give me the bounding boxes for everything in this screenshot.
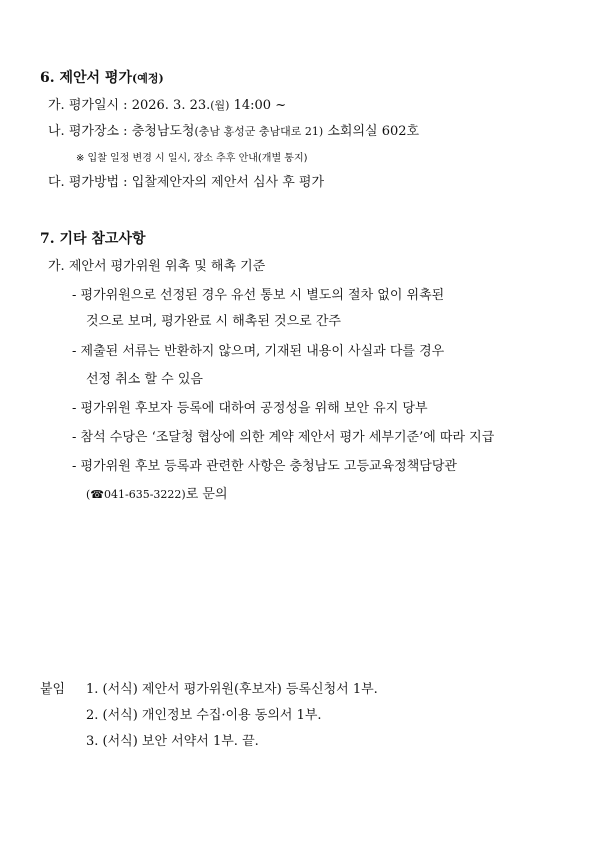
bullet-1-line-1: - 평가위원으로 선정된 경우 유선 통보 시 별도의 절차 없이 위촉된 [72, 288, 445, 303]
evaluation-method-line: 다. 평가방법 : 입찰제안자의 제안서 심사 후 평가 [48, 175, 325, 190]
evaluation-place-room: 소회의실 602호 [323, 124, 420, 139]
evaluation-place-line [48, 124, 419, 140]
evaluation-place-label: 나. 평가장소 : 충청남도청 [48, 124, 195, 139]
evaluation-date-value: 2026. 3. 23. [131, 98, 211, 113]
bullet-3: - 평가위원 후보자 등록에 대하여 공정성을 위해 보안 유지 당부 [72, 401, 428, 416]
section-7-subheading: 가. 제안서 평가위원 위촉 및 해촉 기준 [48, 259, 266, 274]
schedule-change-note: ※ 입찰 일정 변경 시 일시, 장소 추후 안내(개별 통지) [76, 153, 308, 164]
attachment-item-3: 3. (서식) 보안 서약서 1부. 끝. [86, 734, 259, 749]
attachment-item-1: 1. (서식) 제안서 평가위원(후보자) 등록신청서 1부. [86, 682, 378, 697]
evaluation-date-line [48, 98, 286, 114]
attachments-label: 붙임 [40, 682, 66, 697]
contact-phone: (☎041-635-3222) [86, 488, 186, 501]
section-6-heading [40, 70, 164, 87]
section-6-title: 6. 제안서 평가 [40, 70, 132, 86]
bullet-2-line-2: 선정 취소 할 수 있음 [86, 372, 203, 387]
bullet-1-line-2: 것으로 보며, 평가완료 시 해촉된 것으로 간주 [86, 314, 341, 329]
bullet-4: - 참석 수당은 ‘조달청 협상에 의한 계약 제안서 평가 세부기준’에 따라 지급 [72, 430, 495, 445]
evaluation-weekday: (월) [210, 99, 230, 112]
bullet-2-line-1: - 제출된 서류는 반환하지 않으며, 기재된 내용이 사실과 다를 경우 [72, 344, 445, 359]
evaluation-date-label: 가. 평가일시 : [48, 98, 132, 113]
section-6-title-suffix: (예정) [131, 72, 164, 85]
evaluation-time: 14:00 ~ [229, 98, 287, 113]
bullet-5-line-1: - 평가위원 후보 등록과 관련한 사항은 충청남도 고등교육정책담당관 [72, 459, 457, 474]
bullet-5-line-2 [86, 487, 228, 503]
bullet-5-suffix: 로 문의 [185, 487, 228, 502]
attachment-item-2: 2. (서식) 개인정보 수집·이용 동의서 1부. [86, 708, 322, 723]
evaluation-place-address: (충남 홍성군 충남대로 21) [194, 125, 324, 138]
section-7-heading: 7. 기타 참고사항 [40, 231, 146, 247]
